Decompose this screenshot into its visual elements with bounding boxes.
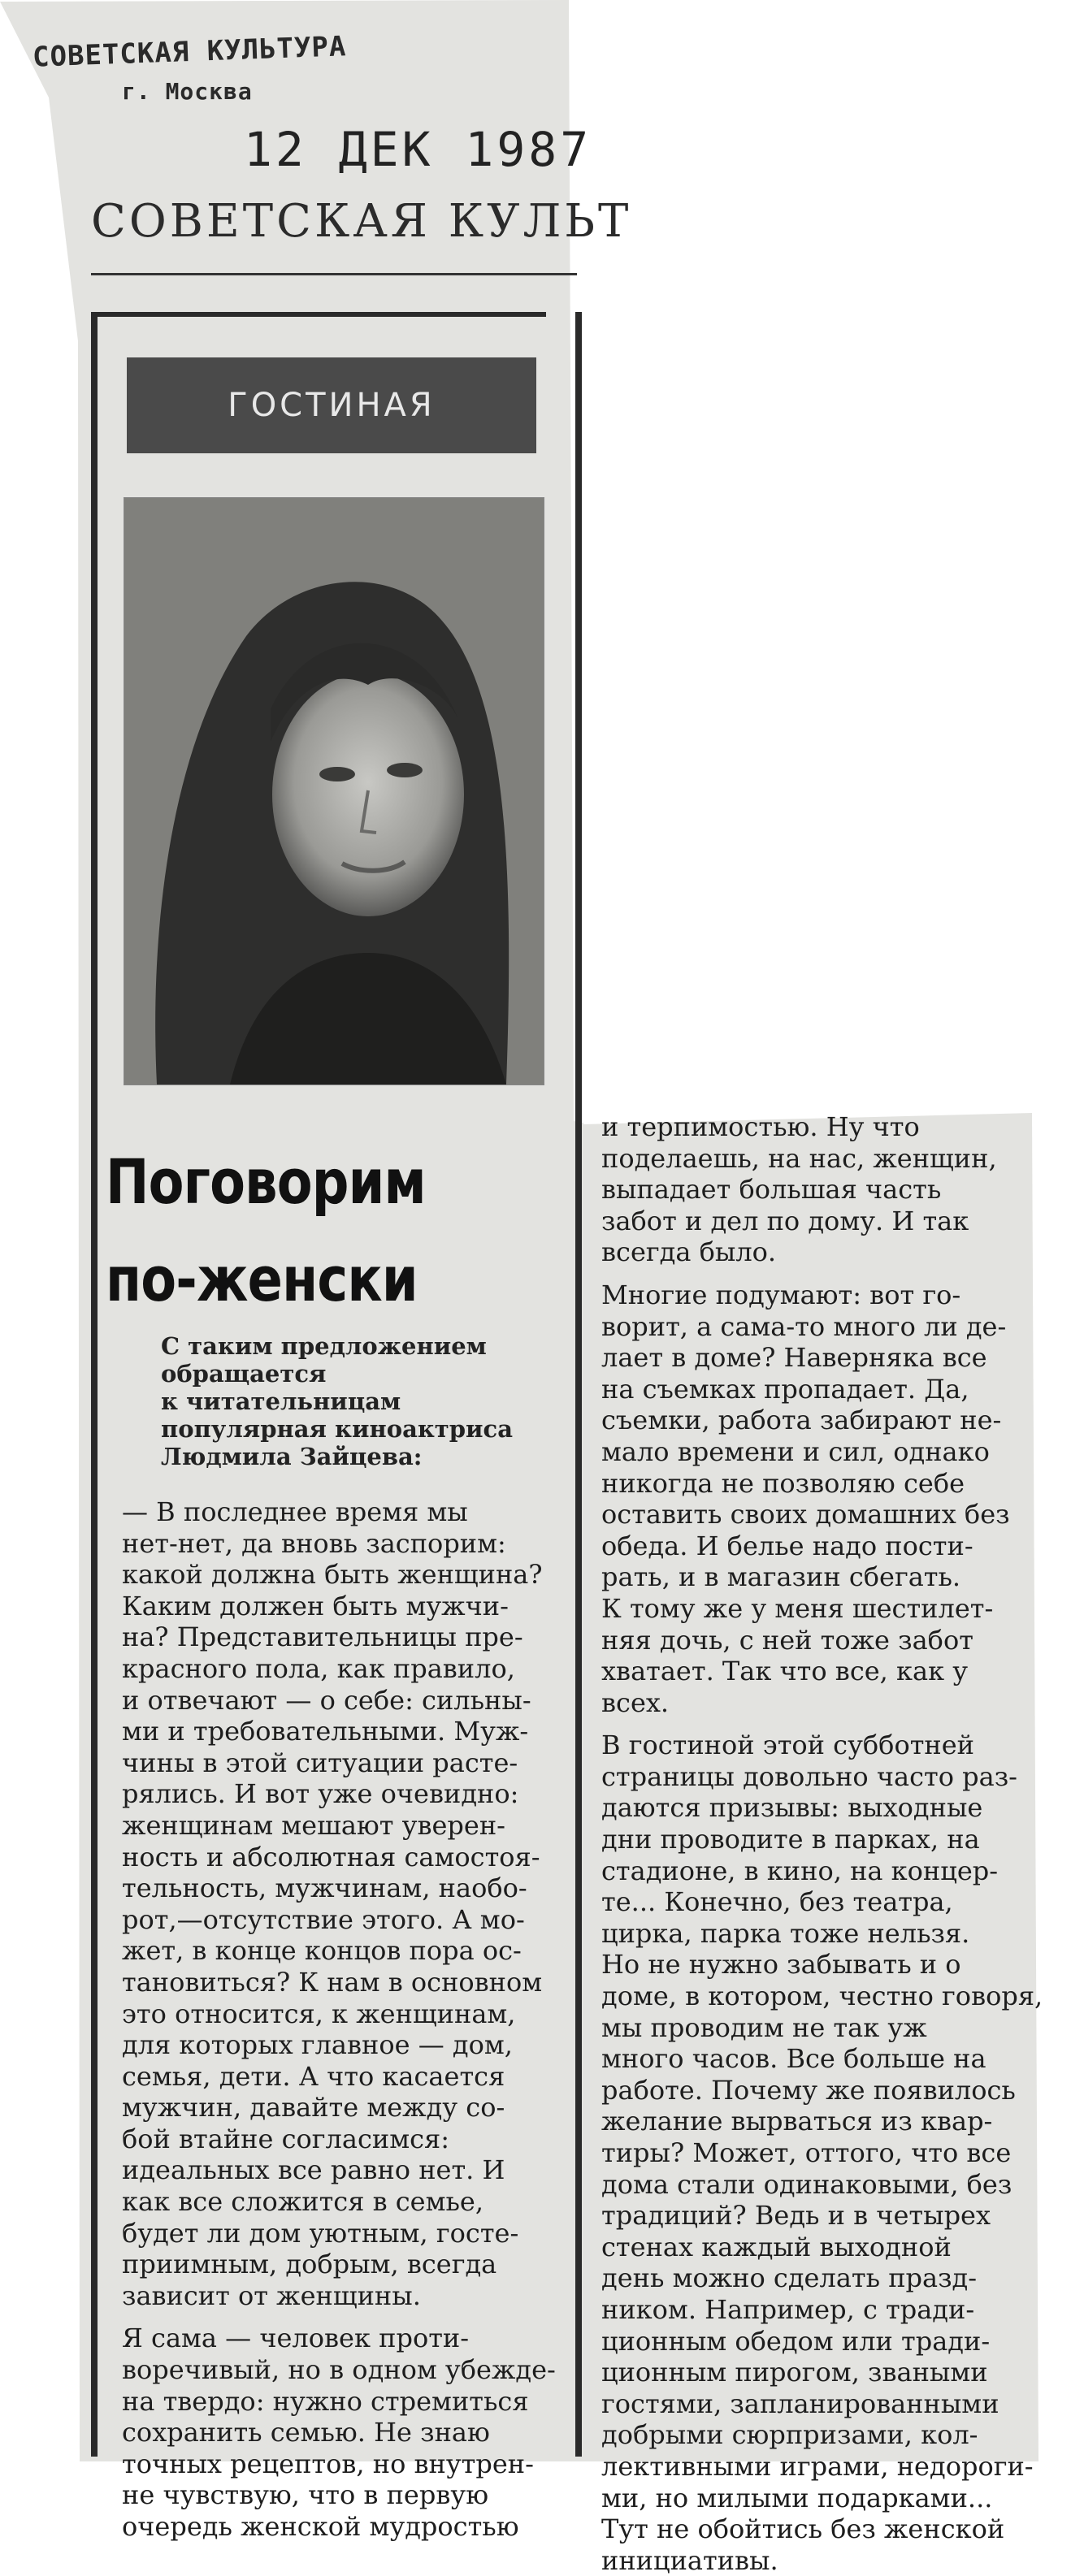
- text-line: Я сама — человек проти-: [122, 2323, 470, 2354]
- text-line: зависит от женщины.: [122, 2279, 421, 2311]
- text-line: Многие подумают: вот го-: [601, 1279, 961, 1310]
- text-line: на? Представительницы пре-: [122, 1621, 523, 1653]
- text-line: чины в этой ситуации расте-: [122, 1747, 518, 1778]
- text-line: В гостиной этой субботней: [601, 1730, 974, 1761]
- text-line: семья, дети. А что касается: [122, 2060, 505, 2092]
- text-line: стадионе, в кино, на концер-: [601, 1855, 999, 1886]
- rubric-label: ГОСТИНАЯ: [228, 387, 436, 424]
- headline-line: Поговорим: [106, 1145, 426, 1218]
- paragraph-gap: [601, 1718, 1052, 1730]
- text-line: воречивый, но в одном убежде-: [122, 2354, 556, 2386]
- article-frame-right: [575, 312, 582, 2457]
- lead-line: С таким предложением: [161, 1332, 487, 1360]
- lead-line: популярная киноактриса: [161, 1415, 514, 1443]
- text-line: ми, но милыми подарками...: [601, 2482, 993, 2513]
- text-line: женщинам мешают уверен-: [122, 1809, 505, 1841]
- text-line: съемки, работа забирают не-: [601, 1405, 1002, 1436]
- text-line: обеда. И белье надо пости-: [601, 1530, 973, 1561]
- text-line: Но не нужно забывать и о: [601, 1949, 961, 1981]
- text-line: няя дочь, с ней тоже забот: [601, 1624, 973, 1656]
- text-line: традиций? Ведь и в четырех: [601, 2200, 991, 2232]
- text-line: оставить своих домашних без: [601, 1499, 1010, 1530]
- text-line: выпадает большая часть: [601, 1174, 942, 1206]
- library-stamp-city: г. Москва: [122, 78, 253, 105]
- text-line: тиры? Может, оттого, что все: [601, 2137, 1012, 2168]
- text-line: Тут не обойтись без женской: [601, 2513, 1005, 2545]
- text-line: желание вырваться из квар-: [601, 2106, 993, 2137]
- newspaper-masthead: СОВЕТСКАЯ КУЛЬТ: [91, 195, 632, 248]
- text-line: сохранить семью. Не знаю: [122, 2417, 490, 2448]
- text-line: мало времени и сил, однако: [601, 1435, 990, 1467]
- text-line: приимным, добрым, всегда: [122, 2249, 497, 2280]
- article-frame-top: [91, 312, 546, 317]
- lead-line: Людмила Зайцева:: [161, 1443, 423, 1470]
- text-line: рать, и в магазин сбегать.: [601, 1561, 961, 1593]
- text-line: рот,—отсутствие этого. А мо-: [122, 1903, 525, 1935]
- text-line: не чувствую, что в первую: [122, 2479, 489, 2511]
- text-line: красного пола, как правило,: [122, 1652, 515, 1684]
- text-line: доме, в котором, честно говоря,: [601, 1981, 1043, 2012]
- text-line: страницы довольно часто раз-: [601, 1760, 1017, 1792]
- text-line: лает в доме? Наверняка все: [601, 1342, 987, 1374]
- text-line: идеальных все равно нет. И: [122, 2154, 505, 2186]
- text-line: ционным пирогом, зваными: [601, 2357, 988, 2388]
- text-line: всех.: [601, 1686, 670, 1718]
- text-line: тановиться? К нам в основном: [122, 1966, 543, 1998]
- text-line: цирка, парка тоже нельзя.: [601, 1917, 970, 1949]
- text-line: очередь женской мудростью: [122, 2511, 519, 2542]
- text-line: ционным обедом или тради-: [601, 2325, 991, 2357]
- text-line: мужчин, давайте между со-: [122, 2092, 505, 2124]
- text-line: гостями, запланированными: [601, 2388, 999, 2419]
- text-line: мы проводим не так уж: [601, 2011, 927, 2043]
- lead-line: обращается: [161, 1360, 327, 1388]
- text-line: тельность, мужчинам, наобо-: [122, 1872, 527, 1904]
- text-line: ность и абсолютная самостоя-: [122, 1841, 540, 1872]
- text-line: всегда было.: [601, 1236, 777, 1268]
- text-line: бой втайне согласимся:: [122, 2123, 449, 2154]
- text-line: день можно сделать празд-: [601, 2262, 978, 2294]
- text-line: поделаешь, на нас, женщин,: [601, 1142, 997, 1174]
- masthead-rule: [91, 273, 577, 275]
- text-line: даются призывы: выходные: [601, 1792, 983, 1824]
- text-line: ми и требовательными. Муж-: [122, 1716, 529, 1747]
- text-line: никогда не позволяю себе: [601, 1467, 965, 1499]
- article-column-left: [122, 1496, 573, 2543]
- text-line: это относится, к женщинам,: [122, 1998, 516, 2029]
- text-line: К тому же у меня шестилет-: [601, 1592, 994, 1624]
- text-line: ником. Например, с тради-: [601, 2293, 975, 2325]
- text-line: дома стали одинаковыми, без: [601, 2168, 1012, 2200]
- text-line: дни проводите в парках, на: [601, 1824, 980, 1855]
- text-line: и терпимостью. Ну что: [601, 1111, 920, 1142]
- lead-line: к читательницам: [161, 1388, 401, 1415]
- text-line: какой должна быть женщина?: [122, 1559, 543, 1591]
- text-line: те... Конечно, без театра,: [601, 1886, 953, 1918]
- text-line: добрыми сюрпризами, кол-: [601, 2419, 978, 2451]
- text-line: рялись. И вот уже очевидно:: [122, 1778, 519, 1810]
- text-line: и отвечают — о себе: сильны-: [122, 1684, 531, 1716]
- text-line: как все сложится в семье,: [122, 2186, 484, 2218]
- actress-portrait-photo: [124, 497, 544, 1085]
- text-line: будет ли дом уютным, госте-: [122, 2217, 519, 2249]
- rubric-banner: [127, 357, 536, 453]
- headline-line: по-женски: [106, 1243, 418, 1315]
- text-line: на твердо: нужно стремиться: [122, 2385, 529, 2417]
- article-lead: [161, 1332, 567, 1470]
- text-line: лективными играми, недороги-: [601, 2450, 1034, 2482]
- text-line: жет, в конце концов пора ос-: [122, 1935, 522, 1967]
- text-line: — В последнее время мы: [122, 1496, 468, 1527]
- article-frame-left: [91, 312, 98, 2457]
- text-line: ворит, а сама-то много ли де-: [601, 1310, 1007, 1342]
- text-line: работе. Почему же появилось: [601, 2074, 1016, 2106]
- article-column-right: [601, 1111, 1052, 2576]
- text-line: хватает. Так что все, как у: [601, 1656, 969, 1687]
- text-line: на съемках пропадает. Да,: [601, 1373, 969, 1405]
- text-line: много часов. Все больше на: [601, 2043, 986, 2075]
- date-stamp: 12 ДЕК 1987: [244, 122, 592, 177]
- text-line: забот и дел по дому. И так: [601, 1205, 969, 1236]
- paragraph-gap: [122, 2311, 573, 2323]
- text-line: нет-нет, да вновь заспорим:: [122, 1527, 506, 1559]
- text-line: для которых главное — дом,: [122, 2029, 513, 2061]
- text-line: стенах каждый выходной: [601, 2231, 952, 2262]
- paragraph-gap: [601, 1268, 1052, 1279]
- text-line: Каким должен быть мужчи-: [122, 1590, 509, 1621]
- library-stamp-newspaper: СОВЕТСКАЯ КУЛЬТУРА: [32, 30, 348, 74]
- article-headline: [106, 1133, 488, 1328]
- text-line: инициативы.: [601, 2544, 778, 2576]
- text-line: точных рецептов, но внутрен-: [122, 2448, 534, 2479]
